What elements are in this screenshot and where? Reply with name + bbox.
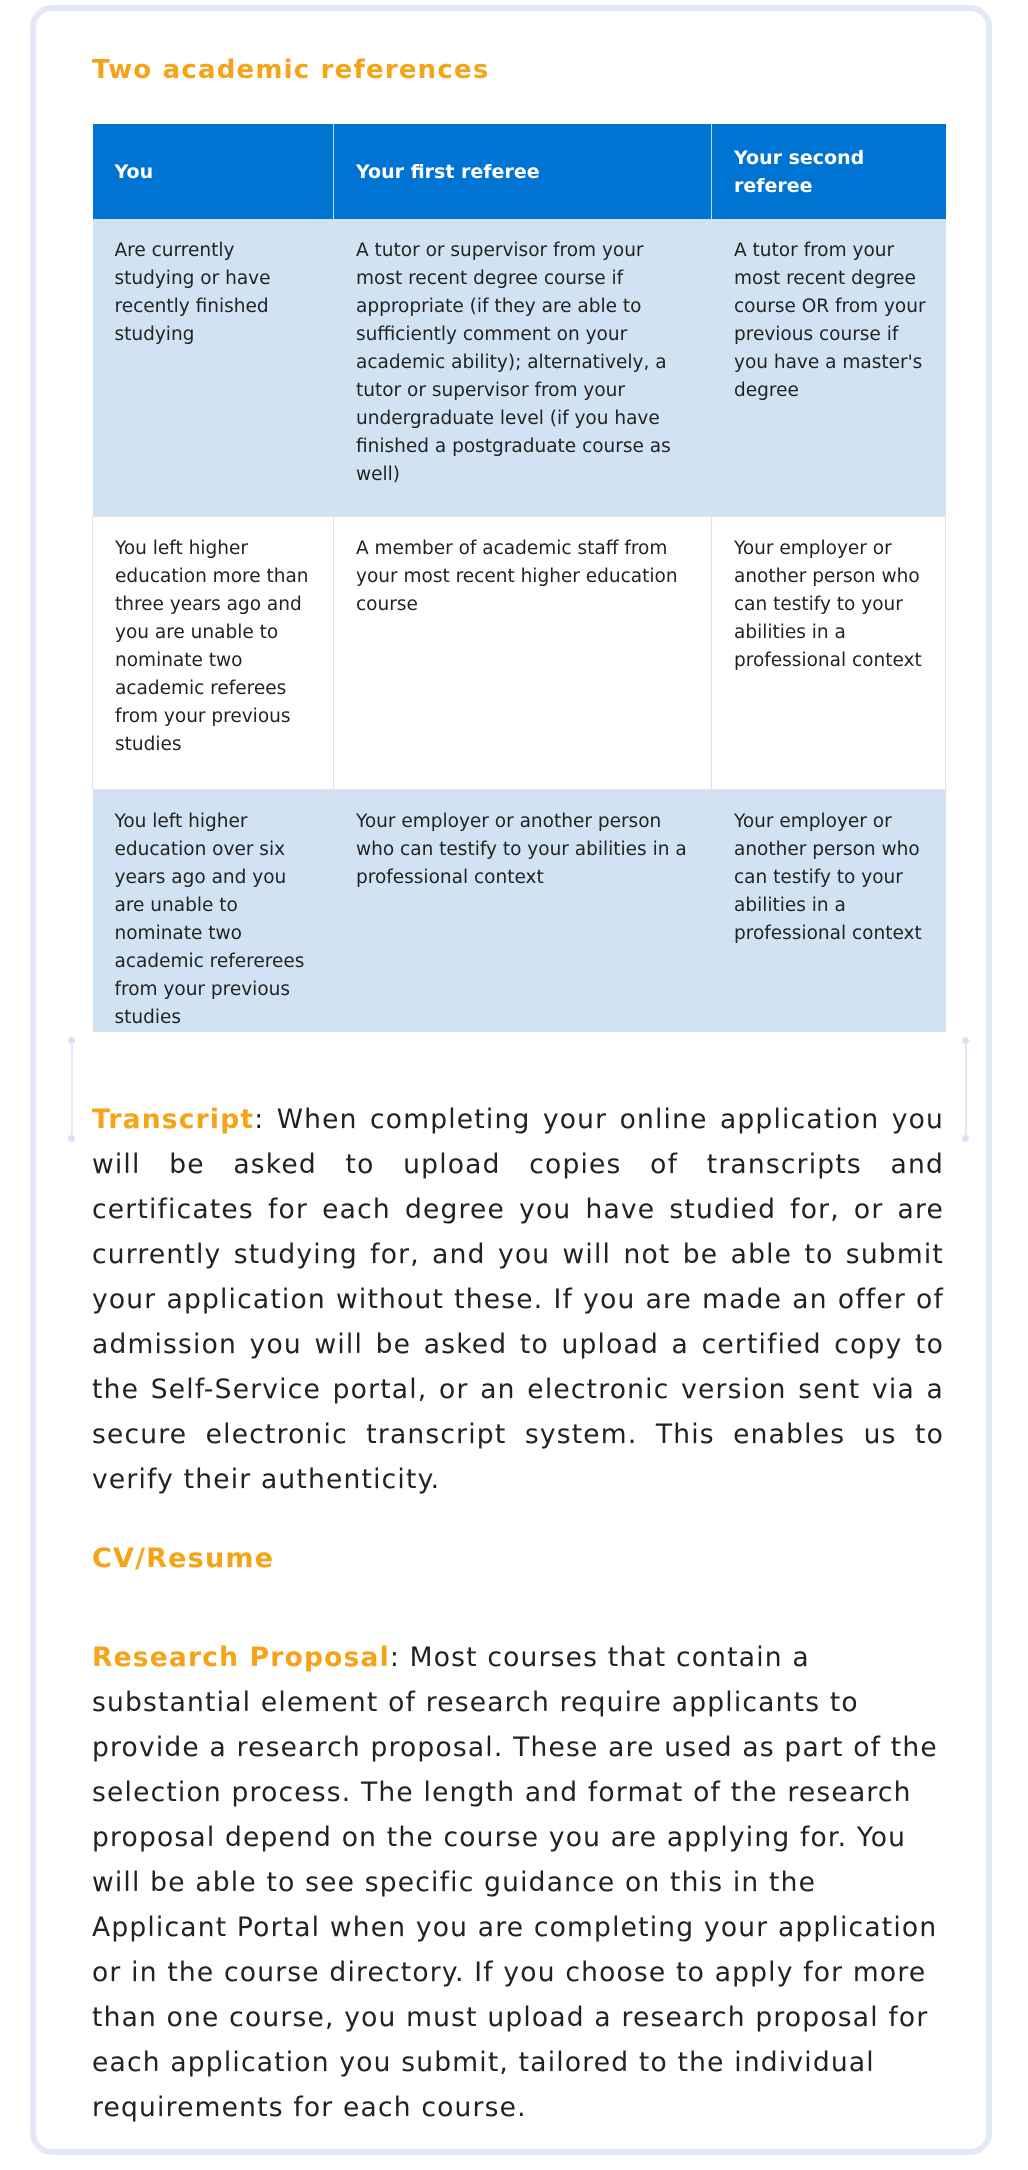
research-proposal-text: : Most courses that contain a substantial element of research require applicants to provide a research proposal. These are used as part of the selection process. The length and format of the research proposal depend on the course you are applying for. You will be able to see specific guidance on this in the Applicant Portal when you are completing your application or in the course directory. If you choose to apply for more than one course, you must upload a research proposal for each application you submit, tailored to the individual requirements for each course. [92,1642,938,2123]
research-proposal-paragraph [92,1635,944,2130]
selection-handle-top-left[interactable] [68,1037,75,1044]
selection-handle-top-right[interactable] [962,1037,969,1044]
cell-second-referee: Your employer or another person who can testify to your abilities in a professional context [712,790,946,1033]
cell-first-referee: A member of academic staff from your most recent higher education course [334,517,712,790]
cell-second-referee: A tutor from your most recent degree course OR from your previous course if you have a master's degree [712,219,946,517]
cell-first-referee: A tutor or supervisor from your most recent degree course if appropriate (if they are able to sufficiently comment on your academic ability); alternatively, a tutor or supervisor from your undergraduate level (if you have finished a postgraduate course as well) [334,219,712,517]
cell-situation: You left higher education over six years ago and you are unable to nominate two academic refererees from your previous studies [93,790,334,1033]
table-row [93,517,946,790]
selection-handle-bottom-right[interactable] [962,1135,969,1142]
selection-outline-left [71,1042,73,1140]
table-header-row [93,124,946,219]
research-proposal-label: Research Proposal [92,1642,390,1673]
header-first-referee: Your first referee [334,124,712,219]
transcript-text: : When completing your online application you will be asked to upload copies of transcripts and certificates for each degree you have studied for, or are currently studying for, and you will not be able to submit your application without these. If you are made an offer of admission you will be asked to upload a certified copy to the Self-Service portal, or an electronic version sent via a secure electronic transcript system. This enables us to verify their authenticity. [92,1104,944,1495]
references-table [92,124,946,1032]
content-card [30,5,992,2155]
cell-first-referee: Your employer or another person who can testify to your abilities in a professional context [334,790,712,1033]
table-row [93,790,946,1033]
references-heading: Two academic references [92,55,490,85]
cell-second-referee: Your employer or another person who can testify to your abilities in a professional context [712,517,946,790]
transcript-label: Transcript [92,1104,255,1135]
transcript-paragraph [92,1097,944,1502]
cell-situation: Are currently studying or have recently finished studying [93,219,334,517]
selection-outline-right [965,1042,967,1140]
cv-resume-heading: CV/Resume [92,1543,275,1574]
selection-handle-bottom-left[interactable] [68,1135,75,1142]
header-second-referee: Your second referee [712,124,946,219]
cell-situation: You left higher education more than three years ago and you are unable to nominate two academic referees from your previous studies [93,517,334,790]
header-you: You [93,124,334,219]
table-row [93,219,946,517]
